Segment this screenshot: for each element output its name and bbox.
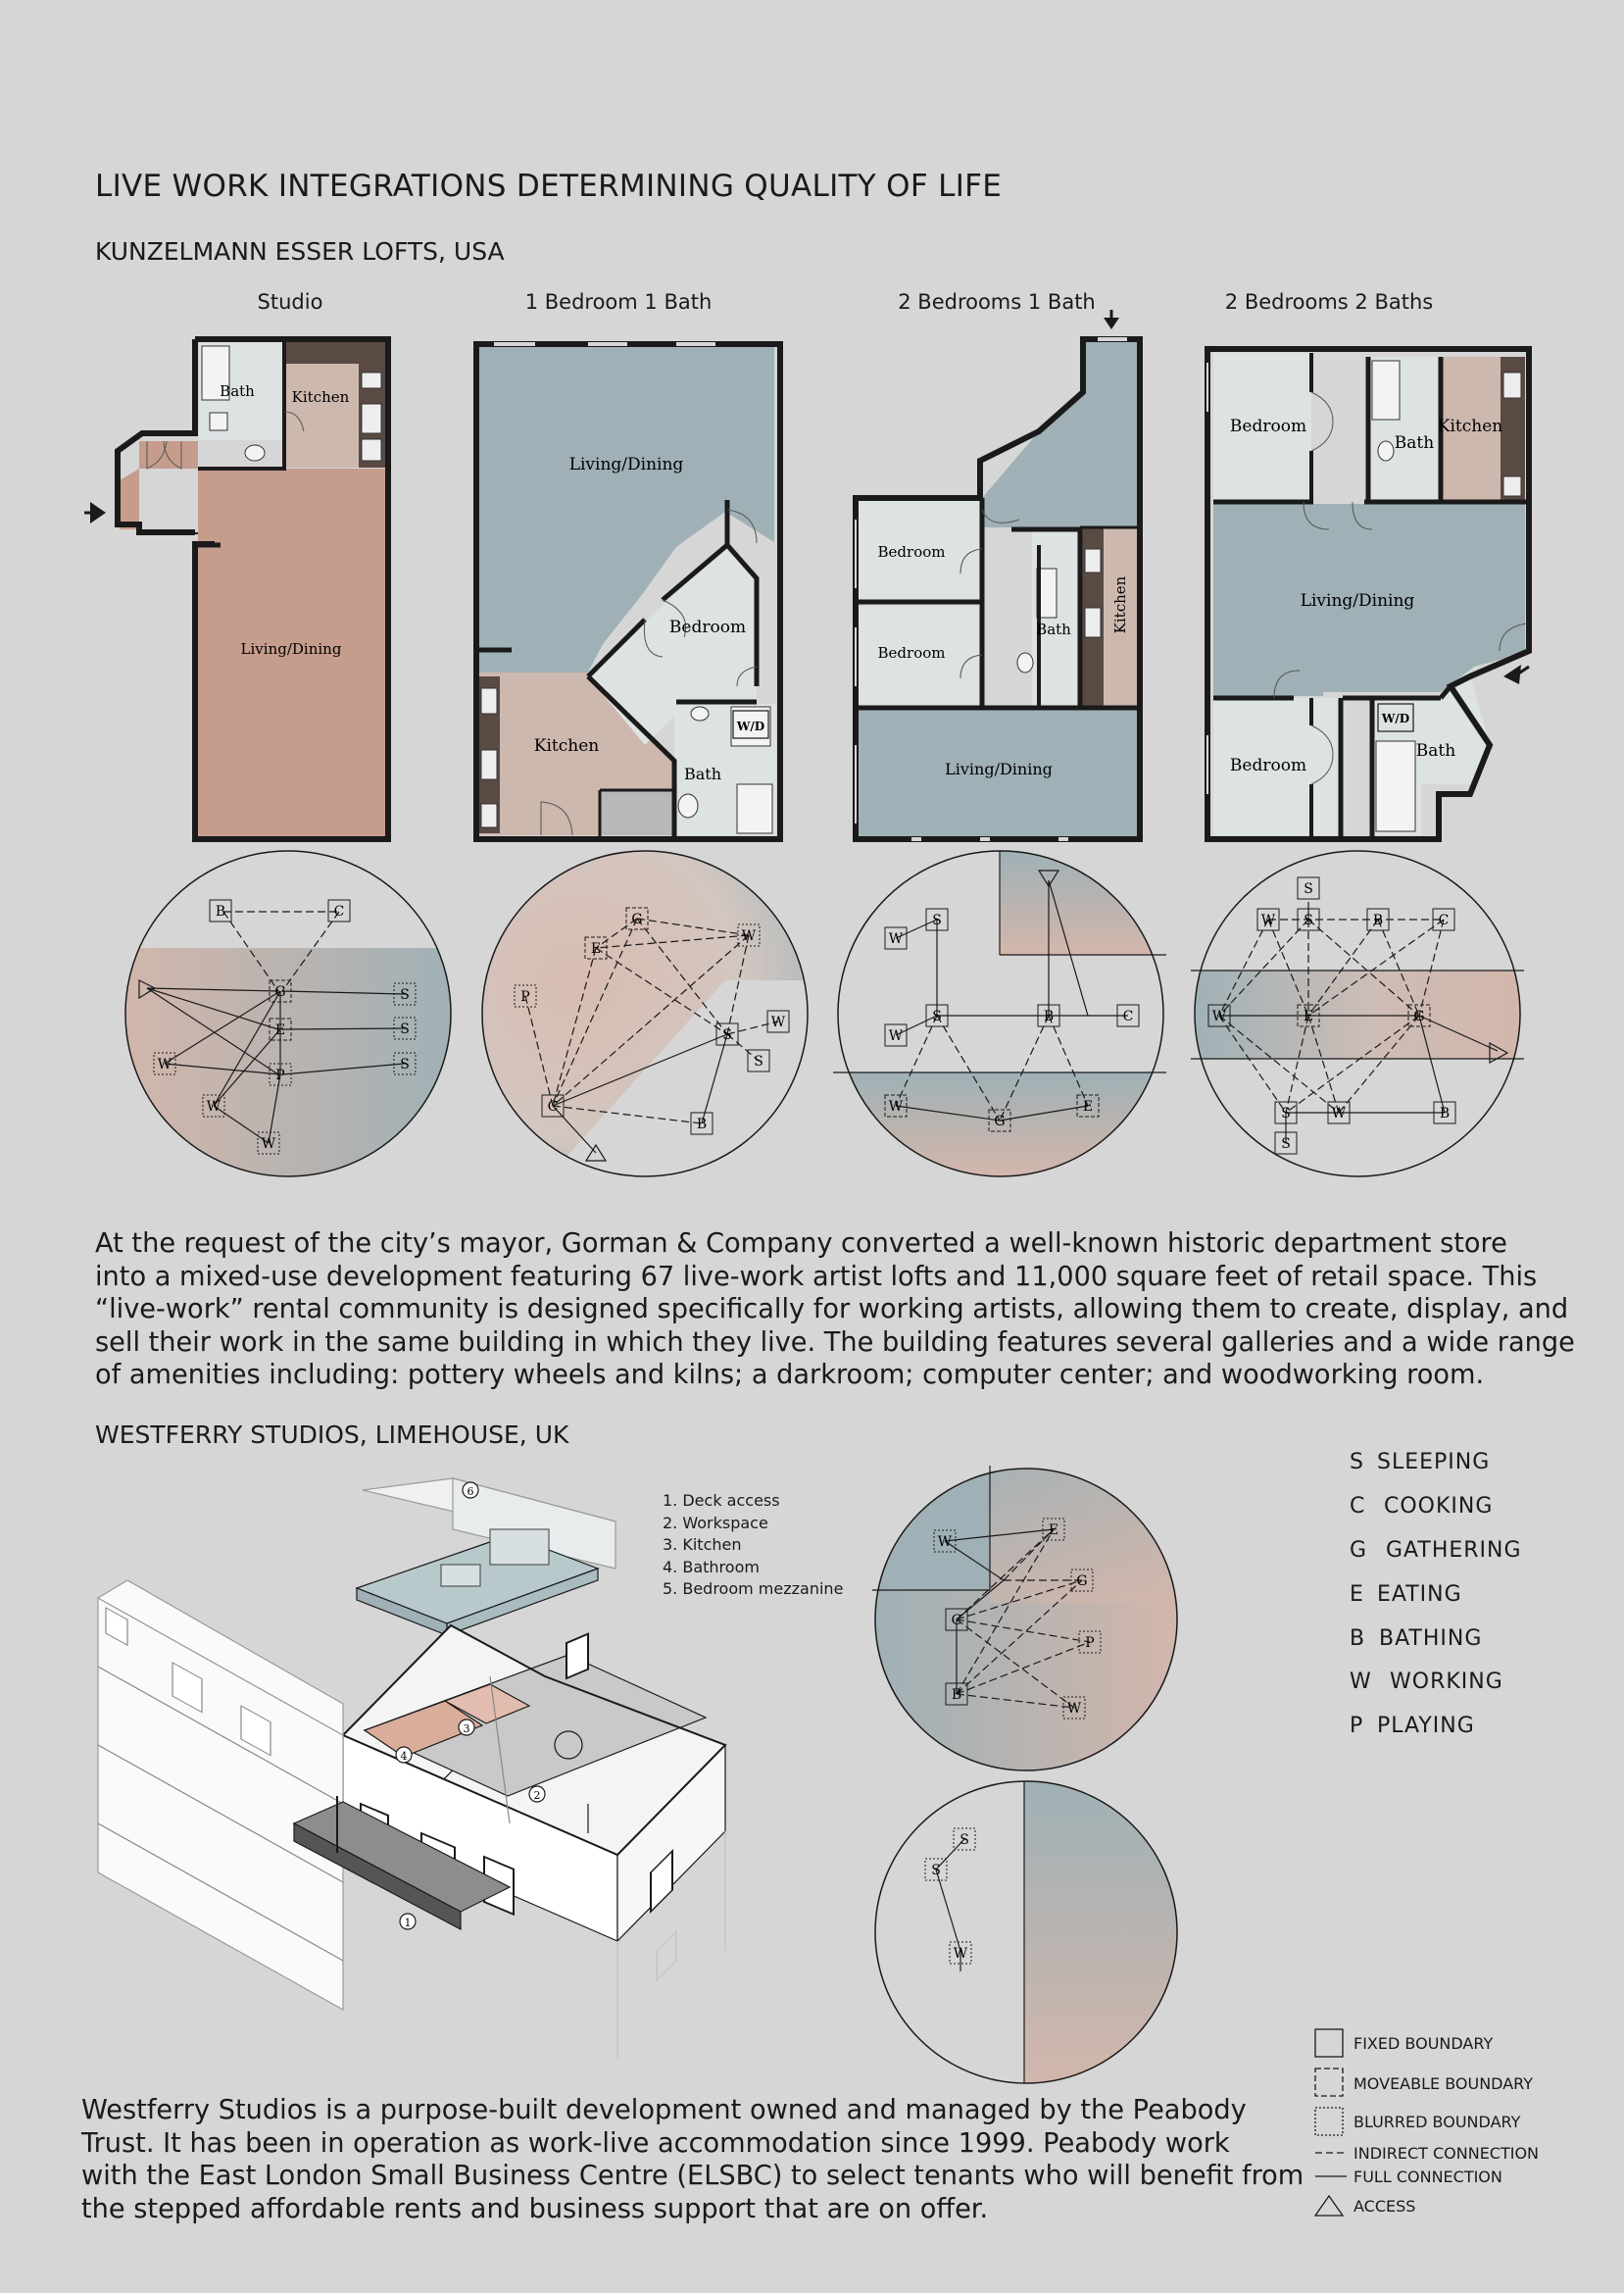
svg-text:2: 2 [533,1789,541,1802]
svg-text:E: E [1048,1522,1059,1538]
svg-text:Kitchen: Kitchen [1437,417,1503,436]
svg-text:G: G [631,912,643,927]
svg-text:S: S [754,1054,763,1070]
svg-text:B: B [1439,1106,1451,1122]
connection-diagram-westferry-lower [872,1779,1186,2093]
svg-text:S: S [1281,1106,1291,1122]
svg-text:W: W [937,1534,953,1550]
svg-text:W: W [888,931,904,947]
svg-text:C: C [951,1613,962,1628]
kunzelmann-description: At the request of the city’s mayor, Gorman & Company converted a well-known historic department store into a mixed-use development featuring 67 live-work artist lofts and 11,000 square feet of retail space. This “live-work” rental community is designed specifically for working artists, allowing them to create, display, and sell their work in the same building in which they live. The building features several galleries and a wide range of amenities including: pottery wheels and kilns; a darkroom; computer center; and woodworking room. [95,1228,1575,1391]
svg-text:Bedroom: Bedroom [668,618,747,637]
svg-text:W: W [206,1099,221,1115]
svg-text:S: S [1304,881,1313,897]
boundary-key-graphics [1315,2029,1347,2216]
svg-text:W: W [261,1136,276,1152]
svg-text:Bedroom: Bedroom [1229,417,1307,436]
plan-label-2bed1bath: 2 Bedrooms 1 Bath [898,290,1096,314]
floorplan-1bed-1bath [476,344,780,839]
floorplan-studio [84,339,388,839]
svg-text:3: 3 [463,1722,470,1735]
svg-text:S: S [1281,1136,1291,1152]
svg-text:W: W [157,1057,172,1072]
svg-text:Bath: Bath [1036,621,1071,638]
svg-text:W: W [888,1028,904,1044]
svg-text:W: W [770,1015,786,1030]
svg-text:S: S [400,1057,410,1072]
svg-text:G: G [274,984,286,1000]
svg-text:W: W [1331,1106,1347,1122]
svg-text:E: E [1082,1099,1094,1115]
svg-text:G: G [994,1114,1006,1129]
svg-text:C: C [547,1099,559,1115]
plan-label-studio: Studio [257,290,323,314]
svg-text:Kitchen: Kitchen [1111,575,1129,634]
svg-text:S: S [1304,913,1313,928]
connection-diagram-2bed-2bath [1191,851,1524,1176]
connection-diagram-studio [118,851,461,1176]
isometric-legend-list: 1. Deck access 2. Workspace 3. Kitchen 4. Bathroom 5. Bedroom mezzanine [663,1491,844,1598]
svg-text:Bath: Bath [220,382,255,400]
svg-text:Bath: Bath [683,765,722,783]
svg-text:S: S [960,1832,969,1848]
section-subtitle-westferry: WESTFERRY STUDIOS, LIMEHOUSE, UK [95,1421,569,1449]
svg-text:B: B [215,904,226,920]
svg-text:Bath: Bath [1394,433,1435,453]
svg-text:Living/Dining: Living/Dining [240,640,342,658]
svg-text:Bedroom: Bedroom [1229,756,1307,775]
page-title: LIVE WORK INTEGRATIONS DETERMINING QUALITY OF LIFE [95,169,1003,204]
svg-text:Kitchen: Kitchen [291,388,350,406]
svg-text:Living/Dining: Living/Dining [945,760,1053,778]
plan-label-2bed2bath: 2 Bedrooms 2 Baths [1224,290,1434,314]
svg-text:Living/Dining: Living/Dining [1300,591,1415,611]
svg-text:Living/Dining: Living/Dining [568,455,684,474]
svg-text:C: C [333,904,345,920]
svg-text:S: S [400,987,410,1003]
svg-text:W: W [1260,913,1276,928]
svg-text:S: S [932,1009,942,1024]
floorplan-2bed-2bath [1207,349,1529,839]
svg-text:E: E [1303,1009,1314,1024]
svg-text:C: C [1122,1009,1134,1024]
svg-text:W: W [741,928,757,944]
svg-text:B: B [696,1117,708,1132]
svg-text:S: S [400,1022,410,1037]
svg-text:P: P [520,989,530,1005]
svg-text:B: B [1372,913,1384,928]
svg-text:1: 1 [404,1917,412,1929]
svg-text:B: B [951,1687,962,1703]
svg-text:W/D: W/D [736,720,765,733]
floorplan-2bed-1bath [856,310,1140,839]
section-subtitle-kunzelmann: KUNZELMANN ESSER LOFTS, USA [95,237,505,266]
svg-text:G: G [1076,1573,1088,1589]
svg-text:E: E [590,941,602,957]
svg-text:W/D: W/D [1381,712,1410,725]
svg-text:S: S [932,913,942,928]
svg-text:C: C [1438,913,1450,928]
svg-text:W: W [888,1099,904,1115]
westferry-description: Westferry Studios is a purpose-built development owned and managed by the Peabody Trust. It has been in operation as work-live accommodation since 1999. Peabody work with the East London Small Business Centre (ELSBC) to select tenants who will benefit from the stepped affordable rents and business support that are on offer. [81,2095,1304,2224]
connection-diagram-2bed-1bath [833,851,1166,1176]
svg-text:W: W [1211,1009,1227,1024]
svg-text:P: P [275,1068,285,1083]
svg-text:4: 4 [400,1750,408,1763]
svg-text:G: G [1413,1009,1425,1024]
svg-text:Bedroom: Bedroom [877,644,946,662]
svg-text:Kitchen: Kitchen [533,736,600,756]
connection-diagram-westferry-upper [872,1466,1186,1779]
connection-diagram-1bed [480,851,813,1176]
svg-text:B: B [1043,1009,1055,1024]
svg-text:Bedroom: Bedroom [877,543,946,561]
svg-text:Bath: Bath [1415,741,1456,761]
plan-label-1bed: 1 Bedroom 1 Bath [524,290,713,314]
westferry-isometric-drawing [98,1478,725,2059]
svg-text:P: P [1085,1635,1095,1651]
svg-text:S: S [931,1863,941,1878]
svg-text:S: S [722,1027,732,1043]
svg-text:E: E [274,1022,286,1038]
svg-text:W: W [953,1946,968,1962]
svg-text:6: 6 [467,1485,474,1498]
svg-text:W: W [1066,1701,1082,1717]
